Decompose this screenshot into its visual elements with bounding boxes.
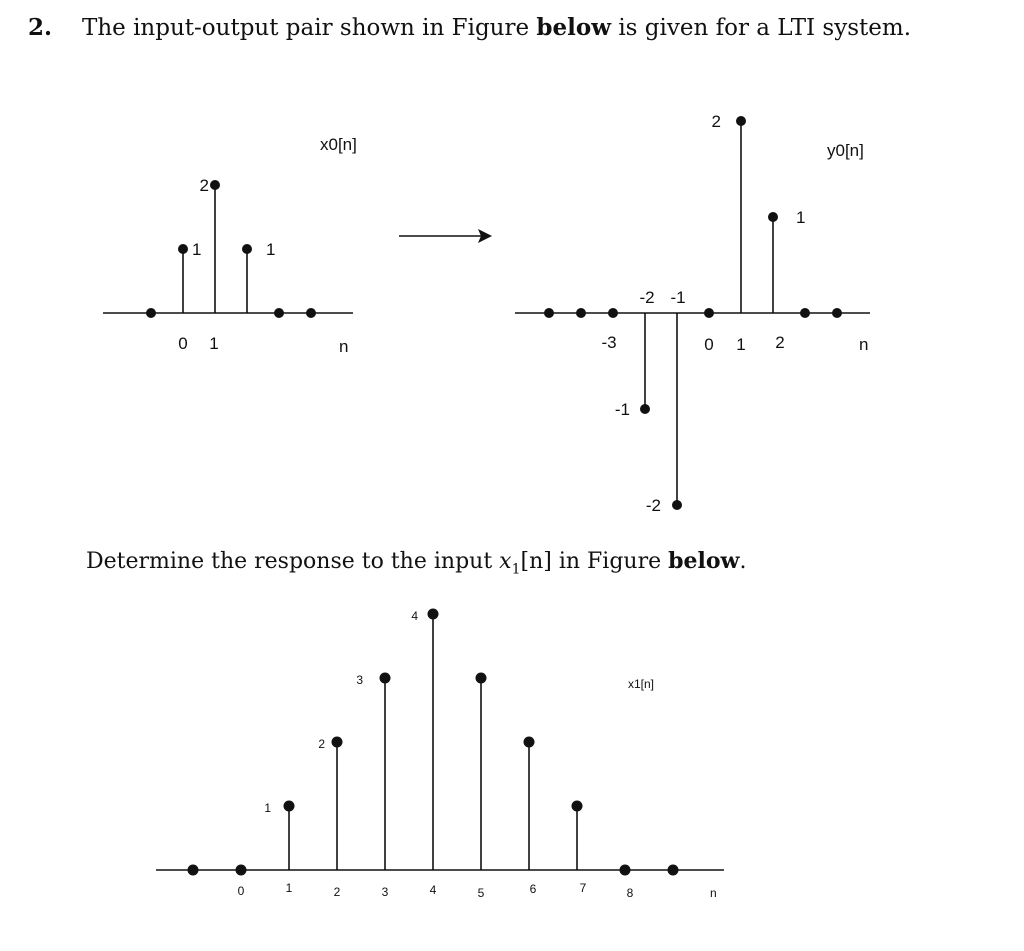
value-label: 4 [411, 609, 418, 623]
tick-label: 8 [626, 886, 634, 900]
value-label: 2 [711, 112, 721, 131]
value-label: -2 [645, 496, 661, 515]
problem-text-before: The input-output pair shown in Figure [82, 15, 537, 41]
stem-marker [524, 737, 535, 748]
tick-label: -3 [601, 333, 617, 352]
stem-marker [146, 308, 156, 318]
value-label: 1 [192, 240, 202, 259]
tick-label: 7 [579, 881, 587, 895]
plot-y0 [515, 112, 870, 515]
problem-text-after: is given for a LTI system. [611, 15, 912, 41]
axis-label-n: n [859, 335, 869, 354]
stem-marker [640, 404, 650, 414]
stem-marker [576, 308, 586, 318]
value-label: 1 [264, 801, 271, 815]
tick-label: 2 [775, 333, 785, 352]
stem-marker [704, 308, 714, 318]
stem-marker [832, 308, 842, 318]
stem-marker [572, 801, 583, 812]
tick-label: 0 [178, 334, 188, 353]
tick-label: -1 [670, 288, 686, 307]
stem-marker [380, 673, 391, 684]
question-text-bold: below [668, 548, 740, 574]
tick-label: 2 [333, 885, 341, 899]
problem-number: 2. [28, 14, 53, 41]
problem-text-bold: below [536, 14, 612, 41]
axis-label-n: n [339, 337, 349, 356]
stem-marker [188, 865, 199, 876]
stem-marker [242, 244, 252, 254]
tick-label: 5 [477, 886, 485, 900]
tick-label: 0 [237, 884, 245, 898]
tick-label: -2 [639, 288, 655, 307]
value-label: 2 [318, 737, 325, 751]
tick-label: 6 [529, 882, 537, 896]
stem-marker [210, 180, 220, 190]
plot-title: x0[n] [320, 135, 357, 154]
question-text-before: Determine the response to the input [86, 549, 500, 574]
stem-marker [428, 609, 439, 620]
value-label: 1 [796, 208, 806, 227]
stem-marker [768, 212, 778, 222]
tick-label: 3 [381, 885, 389, 899]
plot-title: y0[n] [827, 141, 864, 160]
stem-marker [672, 500, 682, 510]
plot-x0 [103, 135, 357, 356]
stem-marker [332, 737, 343, 748]
stem-marker [284, 801, 295, 812]
signal-argument: [n] [520, 549, 552, 574]
tick-label: 1 [285, 881, 293, 895]
stem-marker [236, 865, 247, 876]
tick-label: 0 [704, 335, 714, 354]
tick-label: 1 [736, 335, 746, 354]
stem-marker [800, 308, 810, 318]
signal-variable: x [499, 549, 512, 574]
value-label: 3 [356, 673, 363, 687]
value-label: -1 [614, 400, 630, 419]
value-label: 2 [199, 176, 209, 195]
stem-marker [306, 308, 316, 318]
plot-x1 [156, 609, 724, 901]
stem-marker [178, 244, 188, 254]
stem-marker [668, 865, 679, 876]
stem-marker [736, 116, 746, 126]
stem-marker [544, 308, 554, 318]
tick-label: 4 [429, 883, 437, 897]
plot-title: x1[n] [628, 677, 655, 691]
stem-marker [274, 308, 284, 318]
axis-label-n: n [710, 886, 717, 900]
stem-marker [620, 865, 631, 876]
stem-marker [608, 308, 618, 318]
stem-marker [476, 673, 487, 684]
value-label: 1 [266, 240, 276, 259]
question-text-after: . [739, 549, 747, 574]
signal-subscript: 1 [511, 561, 521, 578]
question-text-mid: in Figure [551, 549, 669, 574]
tick-label: 1 [209, 334, 219, 353]
